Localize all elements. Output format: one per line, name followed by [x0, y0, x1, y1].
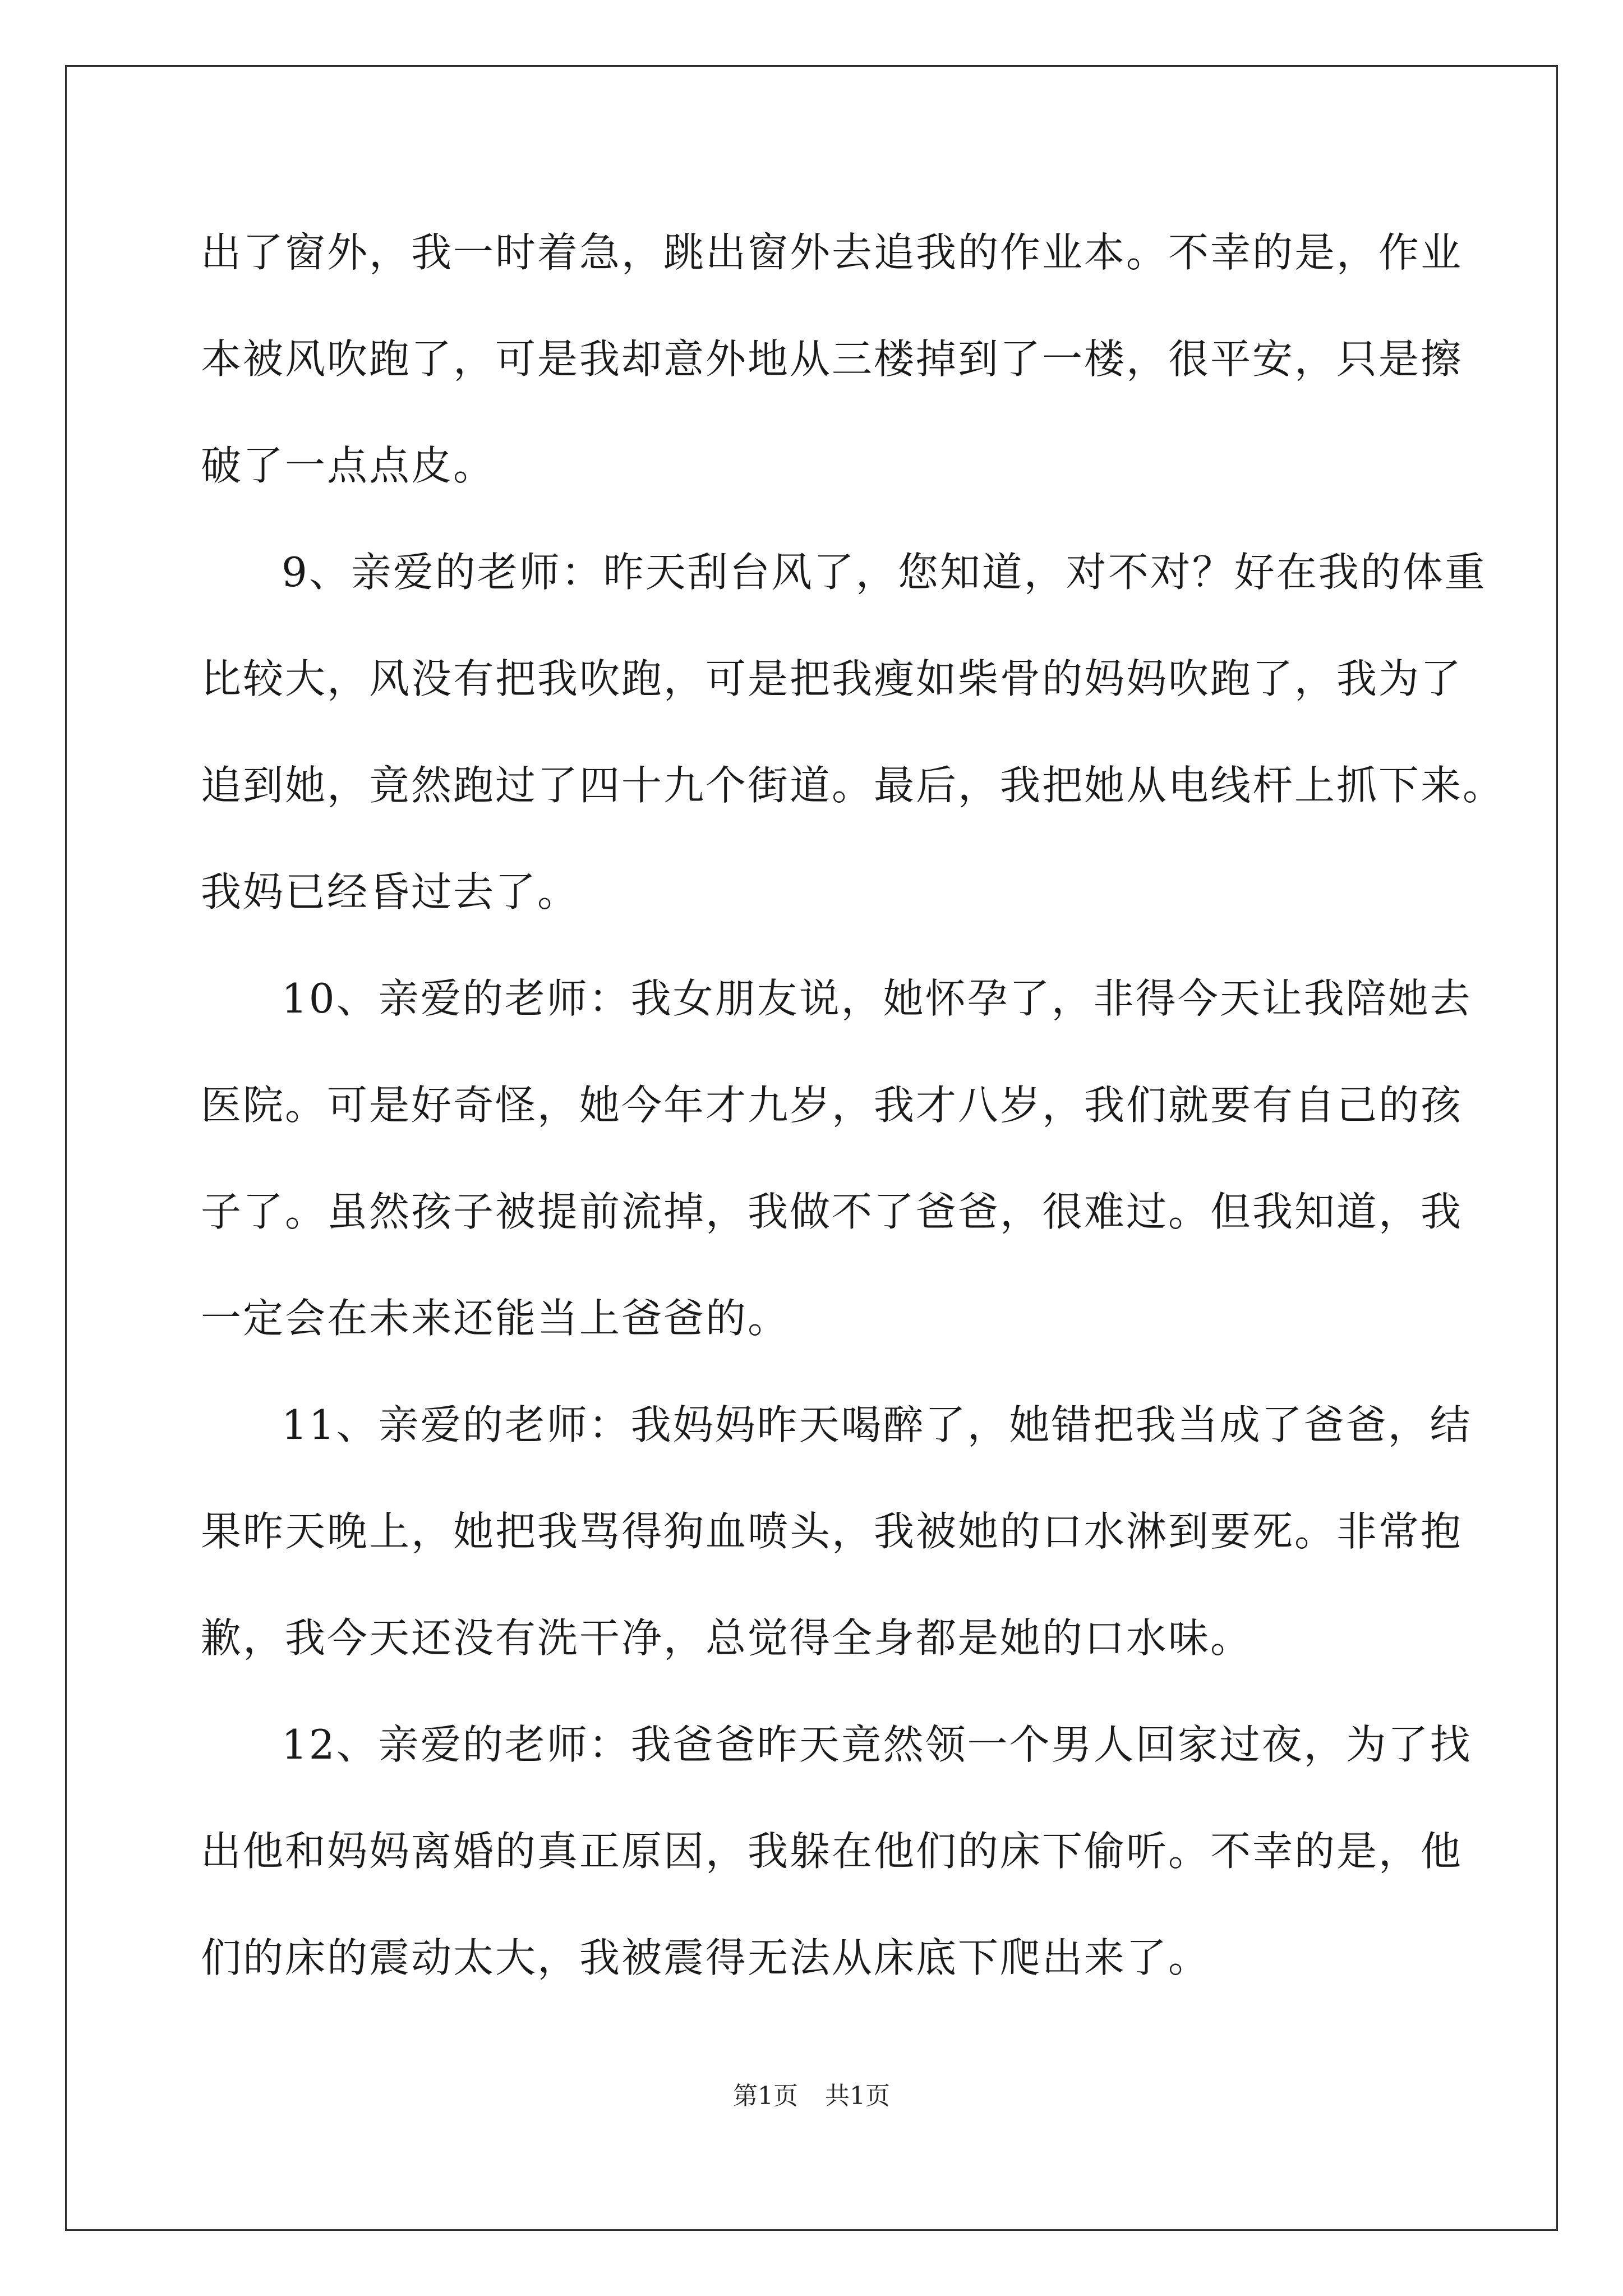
page-total: 共1页	[825, 2082, 890, 2110]
text-line: 出了窗外，我一时着急，跳出窗外去追我的作业本。不幸的是，作业	[201, 229, 1463, 276]
page-footer	[0, 2076, 1623, 2111]
paragraph-start-line: 9、亲爱的老师：昨天刮台风了，您知道，对不对？好在我的体重	[282, 549, 1487, 596]
document-body	[201, 199, 1505, 2011]
text-line: 追到她，竟然跑过了四十九个街道。最后，我把她从电线杆上抓下来。	[201, 762, 1505, 809]
text-line: 果昨天晚上，她把我骂得狗血喷头，我被她的口水淋到要死。非常抱	[201, 1508, 1463, 1555]
text-line: 医院。可是好奇怪，她今年才九岁，我才八岁，我们就要有自己的孩	[201, 1082, 1463, 1129]
text-line: 我妈已经昏过去了。	[201, 868, 580, 915]
text-line: 一定会在未来还能当上爸爸的。	[201, 1295, 790, 1342]
paragraph-start-line: 12、亲爱的老师：我爸爸昨天竟然领一个男人回家过夜，为了找	[282, 1721, 1472, 1768]
paragraph-start-line: 11、亲爱的老师：我妈妈昨天喝醉了，她错把我当成了爸爸，结	[282, 1401, 1472, 1448]
text-line: 破了一点点皮。	[201, 442, 496, 489]
text-line: 们的床的震动太大，我被震得无法从床底下爬出来了。	[201, 1934, 1211, 1981]
text-line: 比较大，风没有把我吹跑，可是把我瘦如柴骨的妈妈吹跑了，我为了	[201, 655, 1463, 702]
text-line: 子了。虽然孩子被提前流掉，我做不了爸爸，很难过。但我知道，我	[201, 1188, 1463, 1235]
text-line: 出他和妈妈离婚的真正原因，我躲在他们的床下偷听。不幸的是，他	[201, 1828, 1463, 1875]
text-line: 本被风吹跑了，可是我却意外地从三楼掉到了一楼，很平安，只是擦	[201, 335, 1463, 383]
page-number: 第1页	[733, 2082, 798, 2110]
paragraph-start-line: 10、亲爱的老师：我女朋友说，她怀孕了，非得今天让我陪她去	[282, 975, 1472, 1022]
text-line: 歉，我今天还没有洗干净，总觉得全身都是她的口水味。	[201, 1614, 1253, 1662]
